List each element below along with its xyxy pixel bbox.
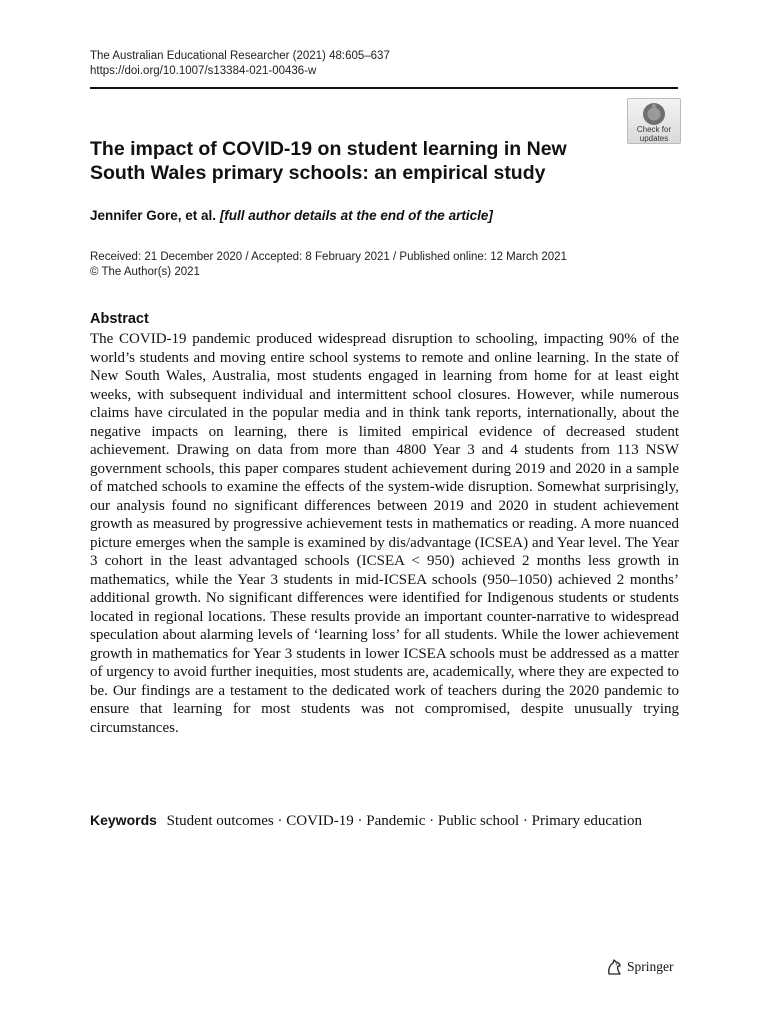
publication-dates bbox=[90, 250, 567, 280]
copyright: © The Author(s) 2021 bbox=[90, 266, 200, 278]
journal-header bbox=[90, 49, 390, 79]
springer-horse-icon bbox=[605, 958, 623, 976]
badge-label-line1: Check for bbox=[636, 125, 672, 134]
publisher-logo bbox=[605, 958, 674, 976]
doi-link[interactable]: https://doi.org/10.1007/s13384-021-00436-w bbox=[90, 65, 317, 77]
abstract-text: The COVID-19 pandemic produced widespread disruption to schooling, impacting 90% of the world’s students and moving entire school systems to remote and online learning. In the state of New South Wales, Australia, most students engaged in learning from home for at least eight weeks, with subsequent individual and intermittent school closures. However, while numerous claims have circulated in the popular media and in think tank reports, internationally, about the negative impacts on learning, there is limited empirical evidence of decreased student achievement. Drawing on data from more than 4800 Year 3 and 4 students from 113 NSW government schools, this paper compares student achievement during 2019 and 2020 in a sample of matched schools to examine the effects of the system-wide disruption. Somewhat surprisingly, our analysis found no significant differences between 2019 and 2020 in student achievement growth as measured by progressive achievement tests in mathematics or reading. A more nuanced picture emerges when the sample is examined by dis/advantage (ICSEA) and Year level. The Year 3 cohort in the least advantaged schools (ICSEA < 950) achieved 2 months less growth in mathematics, while the Year 3 students in mid-ICSEA schools (950–1050) achieved 2 months’ additional growth. No significant differences were identified for Indigenous students or students located in regional locations. These results provide an important counter-narrative to widespread speculation about alarming levels of ‘learning loss’ for all students. While the lower achievement growth in mathematics for Year 3 students in lower ICSEA schools must be addressed as a matter of urgency to avoid further inequities, most students are, academically, where they are expected to be. Our findings are a testament to the dedicated work of teachers during the 2020 pandemic to ensure that learning for most students was not compromised, despite unusually trying circumstances. bbox=[90, 331, 679, 736]
check-updates-icon bbox=[642, 102, 666, 126]
publisher-name: Springer bbox=[627, 959, 674, 974]
author-note: [full author details at the end of the article] bbox=[219, 208, 493, 223]
author-line bbox=[90, 208, 493, 223]
keywords-section bbox=[90, 811, 679, 831]
keywords-heading: Keywords bbox=[90, 812, 157, 828]
article-title: The impact of COVID-19 on student learning in New South Wales primary schools: an empirical study bbox=[90, 138, 567, 184]
check-for-updates-badge[interactable] bbox=[627, 98, 681, 144]
keywords-list: Student outcomes · COVID-19 · Pandemic · Public school · Primary education bbox=[166, 813, 642, 829]
abstract-heading: Abstract bbox=[90, 311, 149, 327]
journal-citation: The Australian Educational Researcher (2021) 48:605–637 bbox=[90, 50, 390, 62]
header-rule bbox=[90, 87, 678, 89]
date-history: Received: 21 December 2020 / Accepted: 8 February 2021 / Published online: 12 March 2021 bbox=[90, 251, 567, 263]
badge-label-line2: updates bbox=[639, 133, 669, 143]
author-names[interactable]: Jennifer Gore, et al. bbox=[90, 208, 217, 223]
